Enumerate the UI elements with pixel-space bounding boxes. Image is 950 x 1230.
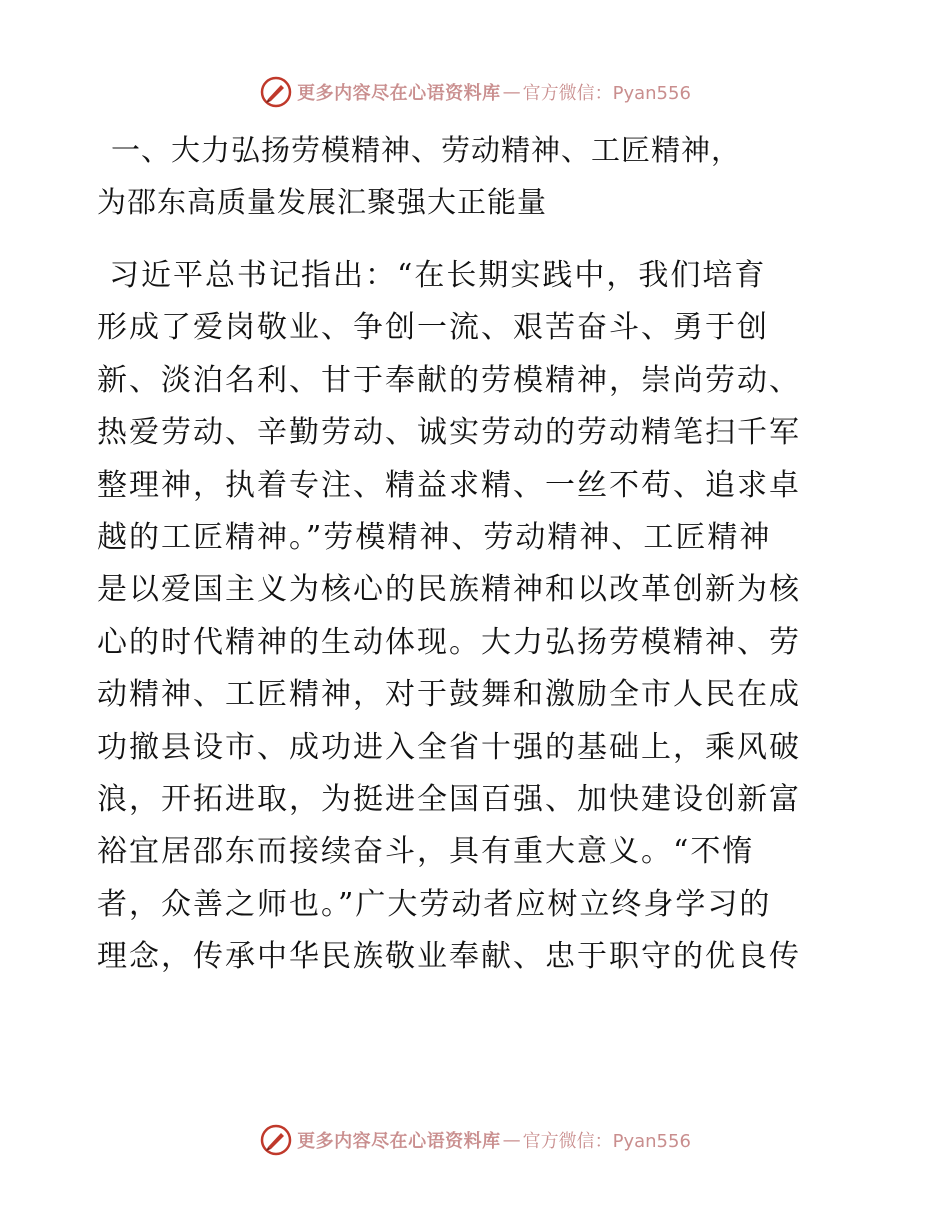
body-line: 浪，开拓进取，为挺进全国百强、加快建设创新富 (97, 782, 801, 818)
watermark-separator: — (502, 81, 521, 103)
footer-watermark (0, 1120, 950, 1160)
watermark-separator: — (502, 1129, 521, 1151)
header-watermark (0, 72, 950, 112)
body-line: 功撤县设市、成功进入全省十强的基础上，乘风破 (97, 729, 801, 765)
watermark-contact: 官方微信：Pyan556 (522, 83, 691, 104)
body-line: 热爱劳动、辛勤劳动、诚实劳动的劳动精笔扫千军 (97, 415, 801, 451)
body-line: 整理神，执着专注、精益求精、一丝不苟、追求卓 (97, 467, 801, 503)
body-line: 习近平总书记指出：“在长期实践中，我们培育 (109, 258, 767, 293)
body-line: 动精神、工匠精神，对于鼓舞和激励全市人民在成 (97, 677, 801, 713)
pen-logo-icon (259, 1123, 293, 1157)
body-line: 是以爱国主义为核心的民族精神和以改革创新为核 (97, 572, 801, 608)
pen-logo-icon (259, 75, 293, 109)
body-line: 新、淡泊名利、甘于奉献的劳模精神，崇尚劳动、 (97, 362, 801, 398)
document-content (97, 124, 853, 984)
watermark-brand: 更多内容尽在心语资料库 (297, 1131, 501, 1152)
watermark-contact: 官方微信：Pyan556 (522, 1131, 691, 1152)
body-paragraph (97, 250, 853, 984)
heading-line-2: 为邵东高质量发展汇聚强大正能量 (97, 185, 548, 219)
body-line: 心的时代精神的生动体现。大力弘扬劳模精神、劳 (97, 624, 801, 660)
body-line: 者，众善之师也。”广大劳动者应树立终身学习的 (97, 886, 772, 922)
body-line: 越的工匠精神。”劳模精神、劳动精神、工匠精神 (97, 520, 772, 556)
body-line: 裕宜居邵东而接续奋斗，具有重大意义。“不惰 (97, 834, 755, 870)
heading-line-1: 一、大力弘扬劳模精神、劳动精神、工匠精神， (111, 133, 742, 167)
watermark-brand: 更多内容尽在心语资料库 (297, 83, 501, 104)
body-line: 理念，传承中华民族敬业奉献、忠于职守的优良传 (97, 939, 801, 975)
section-heading (97, 124, 853, 228)
body-line: 形成了爱岗敬业、争创一流、艰苦奋斗、勇于创 (97, 310, 769, 346)
